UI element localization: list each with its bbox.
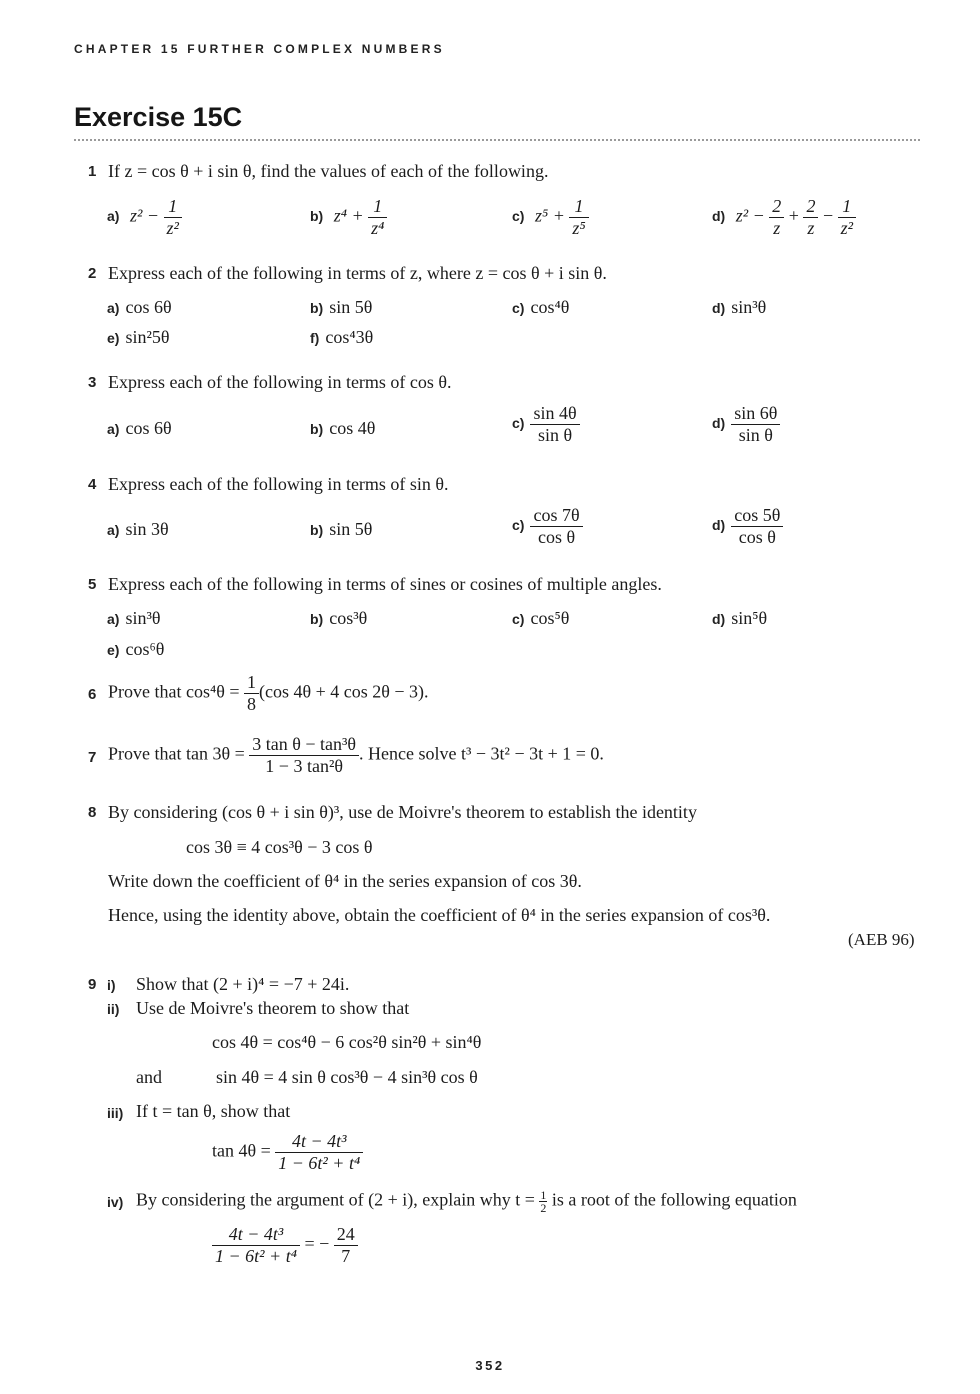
question-8-line-2: Write down the coefficient of θ⁴ in the series expansion of cos 3θ. — [108, 871, 582, 891]
q9-iv-equation: $\frac{\text{4t − 4t³}}{\text{1 − 6t² + t⁴}}$ = − $\frac{24}{7}$ — [212, 1224, 358, 1266]
q2-part-d: d) sin³θ — [712, 297, 767, 317]
q9-ii-equation-2: sin 4θ = 4 sin θ cos³θ − 4 sin³θ cos θ — [216, 1067, 478, 1087]
q5-part-a: a) sin³θ — [107, 608, 161, 628]
question-8-identity: cos 3θ ≡ 4 cos³θ − 3 cos θ — [186, 837, 373, 857]
question-8-line-1: By considering (cos θ + i sin θ)³, use de Moivre's theorem to establish the identity — [108, 802, 697, 822]
question-7-text: Prove that tan 3θ = $\frac{\text{3 tan θ − tan³θ}}{\text{1 − 3 tan²θ}}$ . Hence solve t³ − 3t² − 3t + 1 = 0. — [108, 734, 604, 776]
q2-part-f: f) cos⁴3θ — [310, 327, 374, 347]
q4-part-b: b) sin 5θ — [310, 519, 373, 539]
q1-a-label: a) — [107, 208, 120, 225]
q9-i-text: Show that (2 + i)⁴ = −7 + 24i. — [136, 974, 350, 994]
q1-a-fraction: $\frac{1}{\text{z²}}$ — [164, 196, 182, 238]
q4-part-d: d) $\frac{\cos 5\theta}{\text{cos θ}}$ — [712, 505, 783, 547]
question-8-reference: (AEB 96) — [848, 930, 915, 949]
q1-d-fraction-3: $\frac{1}{\text{z²}}$ — [838, 196, 856, 238]
q1-part-d — [712, 196, 856, 238]
question-5-number: 5 — [88, 576, 97, 593]
q2-part-b: b) sin 5θ — [310, 297, 373, 317]
q7-fraction: $\frac{\text{3 tan θ − tan³θ}}{\text{1 − 3 tan²θ}}$ — [249, 734, 359, 776]
question-1-text: If z = cos θ + i sin θ, find the values of each of the following. — [108, 161, 549, 181]
q9-ii-equation-1: cos 4θ = cos⁴θ − 6 cos²θ sin²θ + sin⁴θ — [212, 1032, 482, 1052]
page-number: 352 — [475, 1358, 505, 1373]
q9-ii-label: ii) — [107, 1001, 120, 1017]
q3-part-d: d) $\frac{\sin 6\theta}{\text{sin θ}}$ — [712, 403, 780, 445]
question-4-number: 4 — [88, 476, 97, 493]
q9-iv-rhs-fraction: $\frac{24}{7}$ — [334, 1224, 358, 1266]
q1-c-lead: z⁵ + — [534, 205, 565, 226]
q1-c-fraction: $\frac{1}{\text{z⁵}}$ — [569, 196, 588, 238]
q9-ii-and: and — [136, 1067, 162, 1087]
q9-iii-equation: tan 4θ = $\frac{\text{4t − 4t³}}{\text{1 − 6t² + t⁴}}$ — [212, 1131, 363, 1173]
q9-iv-label: iv) — [107, 1194, 124, 1210]
q1-part-b — [310, 196, 387, 238]
question-4-text: Express each of the following in terms of sin θ. — [108, 474, 449, 494]
q3-part-c: c) $\frac{\sin 4\theta}{\text{sin θ}}$ — [512, 403, 580, 445]
q9-iv-text: By considering the argument of (2 + i), explain why t = $\frac{1}{2}$ is a root of the following equation — [136, 1188, 797, 1215]
q3-part-b: b) cos 4θ — [310, 418, 376, 438]
q1-part-a — [107, 196, 182, 238]
exercise-title: Exercise 15C — [74, 102, 243, 132]
question-7-number: 7 — [88, 749, 97, 766]
question-6-number: 6 — [88, 686, 97, 703]
q5-part-d: d) sin⁵θ — [712, 608, 768, 628]
running-head: CHAPTER 15 FURTHER COMPLEX NUMBERS — [74, 42, 445, 56]
q1-b-lead: z⁴ + — [333, 205, 364, 226]
q1-d-lead: z² − — [735, 205, 765, 226]
q1-a-lead: z² − — [129, 205, 160, 226]
q1-d-minus: − — [822, 205, 834, 226]
q1-b-label: b) — [310, 208, 324, 225]
q3-part-a: a) cos 6θ — [107, 418, 172, 438]
q9-iii-label: iii) — [107, 1105, 124, 1121]
q5-part-e: e) cos⁶θ — [107, 639, 165, 659]
question-3-text: Express each of the following in terms of cos θ. — [108, 372, 452, 392]
q9-iii-text: If t = tan θ, show that — [136, 1101, 291, 1121]
q4-part-a: a) sin 3θ — [107, 519, 169, 539]
q1-d-fraction-2: $\frac{2}{z}$ — [803, 196, 818, 238]
q4-d-fraction: $\frac{\cos 5\theta}{\text{cos θ}}$ — [731, 505, 783, 547]
q4-c-fraction: $\frac{\cos 7\theta}{\text{cos θ}}$ — [530, 505, 582, 547]
question-6-text: Prove that cos⁴θ = $\frac{1}{8}$ (cos 4θ + 4 cos 2θ − 3). — [108, 672, 429, 714]
question-2-text: Express each of the following in terms of z, where z = cos θ + i sin θ. — [108, 263, 607, 283]
q5-part-c: c) cos⁵θ — [512, 608, 570, 628]
q3-d-fraction: $\frac{\sin 6\theta}{\text{sin θ}}$ — [731, 403, 780, 445]
question-8-line-3: Hence, using the identity above, obtain the coefficient of θ⁴ in the series expansion of cos³θ. — [108, 905, 771, 925]
q2-part-a: a) cos 6θ — [107, 297, 172, 317]
q1-c-label: c) — [512, 208, 525, 225]
q1-b-fraction: $\frac{1}{\text{z⁴}}$ — [368, 196, 387, 238]
question-5-text: Express each of the following in terms of sines or cosines of multiple angles. — [108, 574, 662, 594]
q9-i-label: i) — [107, 977, 116, 993]
question-9-number: 9 — [88, 976, 97, 993]
q2-part-c: c) cos⁴θ — [512, 297, 570, 317]
q2-part-e: e) sin²5θ — [107, 327, 170, 347]
q9-ii-text: Use de Moivre's theorem to show that — [136, 998, 410, 1018]
question-3-number: 3 — [88, 374, 97, 391]
q1-d-plus: + — [788, 205, 799, 226]
q5-part-b: b) cos³θ — [310, 608, 368, 628]
q3-c-fraction: $\frac{\sin 4\theta}{\text{sin θ}}$ — [530, 403, 579, 445]
title-rule — [74, 139, 920, 141]
q6-fraction: $\frac{1}{8}$ — [244, 672, 259, 714]
q1-d-label: d) — [712, 208, 726, 225]
q9-iv-half-fraction: $\frac{1}{2}$ — [540, 1188, 547, 1215]
question-2-number: 2 — [88, 265, 97, 282]
q1-part-c — [512, 196, 589, 238]
question-8-number: 8 — [88, 804, 97, 821]
q9-iv-fraction: $\frac{\text{4t − 4t³}}{\text{1 − 6t² + t⁴}}$ — [212, 1224, 300, 1266]
q4-part-c: c) $\frac{\cos 7\theta}{\text{cos θ}}$ — [512, 505, 583, 547]
question-1-number: 1 — [88, 163, 97, 180]
q1-d-fraction-1: $\frac{2}{z}$ — [769, 196, 784, 238]
q9-iii-fraction: $\frac{\text{4t − 4t³}}{\text{1 − 6t² + t⁴}}$ — [275, 1131, 363, 1173]
